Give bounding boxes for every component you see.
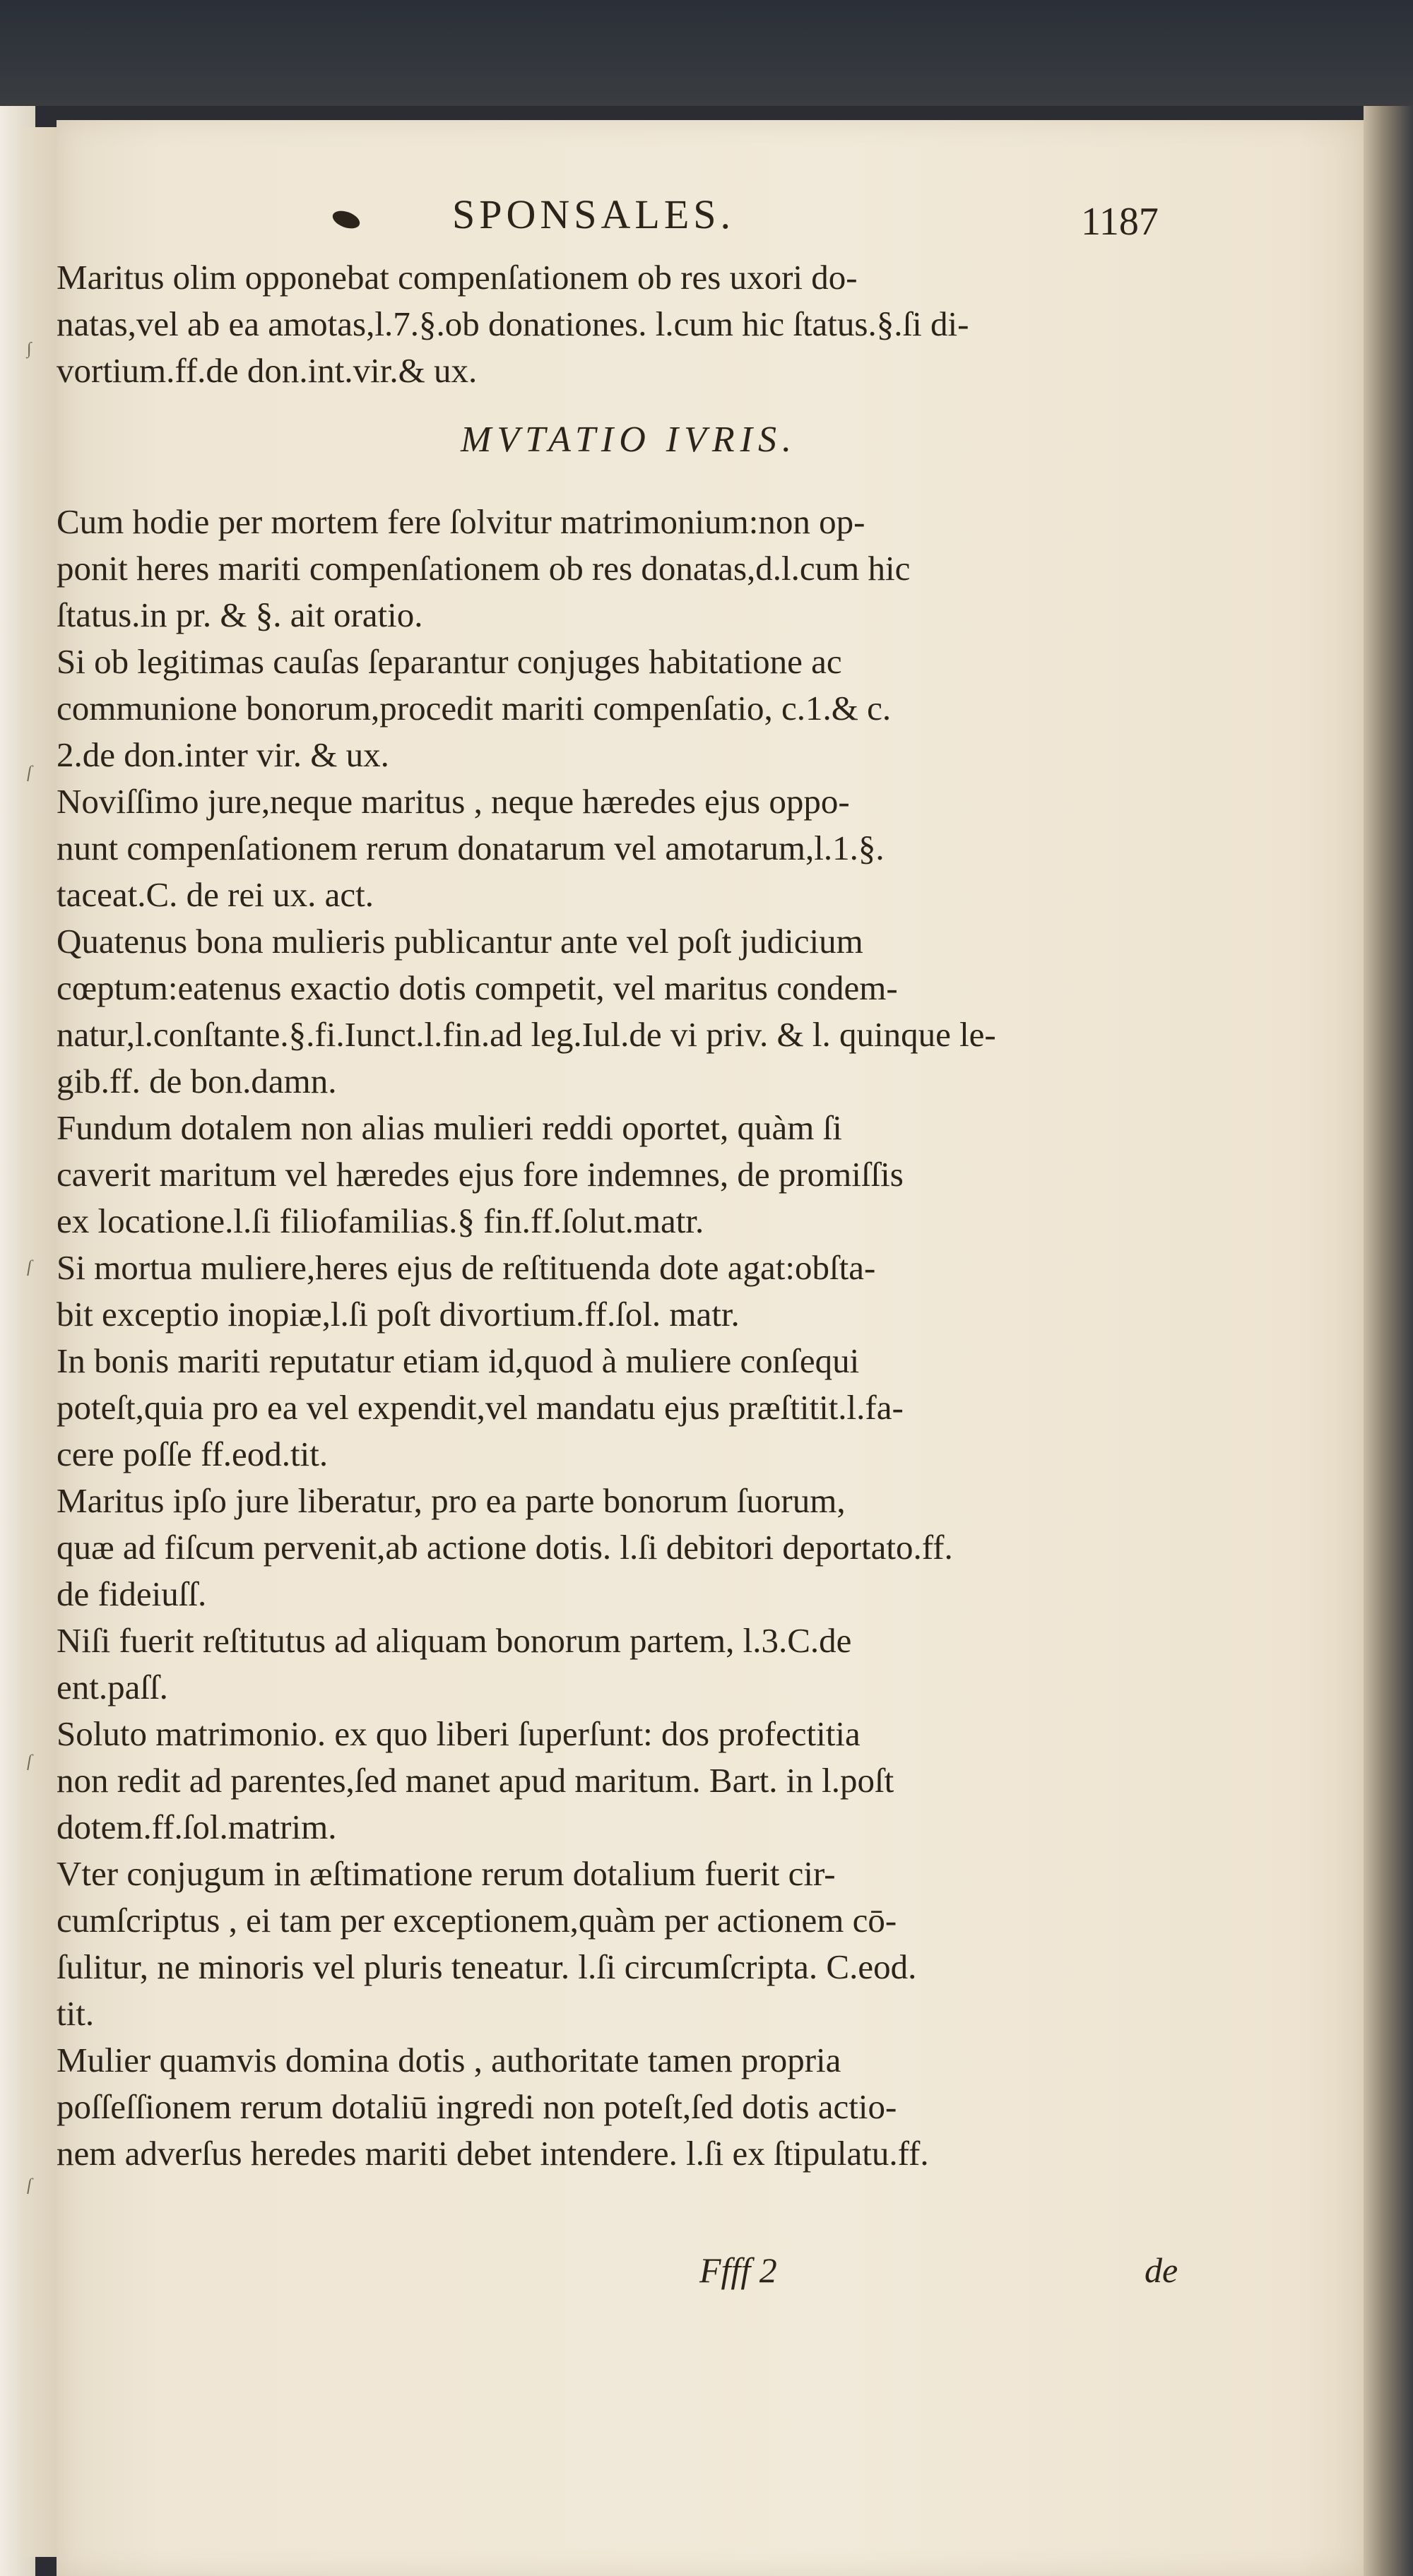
text-line: Cum hodie per mortem fere ſolvitur matrimonium:non op- (57, 502, 865, 541)
text-line: Quatenus bona mulieris publicantur ante vel poſt judicium (57, 922, 863, 961)
ornament-icon (330, 208, 362, 232)
facing-margin-fragment: ſ (27, 1258, 32, 1276)
text-line: taceat.C. de rei ux. act. (57, 875, 374, 914)
text-line: gib.ff. de bon.damn. (57, 1062, 337, 1100)
section-heading: MVTATIO IVRIS. (461, 420, 797, 460)
text-line: vortium.ff.de don.int.vir.& ux. (57, 351, 478, 390)
text-line: 2.de don.inter vir. & ux. (57, 735, 389, 774)
text-block (57, 254, 1201, 2177)
text-line: tit. (57, 1994, 95, 2033)
page-fore-edge-shadow (1364, 106, 1413, 2576)
text-line: ent.paſſ. (57, 1668, 168, 1707)
scanner-background-top (0, 0, 1413, 106)
facing-margin-fragment: ſ (27, 2176, 32, 2195)
text-line: Fundum dotalem non alias mulieri reddi oportet, quàm ſi (57, 1108, 842, 1147)
text-line: natas,vel ab ea amotas,l.7.§.ob donationes. l.cum hic ſtatus.§.ſi di- (57, 304, 969, 343)
text-line: Maritus ipſo jure liberatur, pro ea parte bonorum ſuorum, (57, 1481, 846, 1520)
text-line: nem adverſus heredes mariti debet intendere. l.ſi ex ſtipulatu.ff. (57, 2134, 929, 2173)
text-line: Soluto matrimonio. ex quo liberi ſuperſunt: dos profectitia (57, 1714, 861, 1753)
facing-margin-fragment: ſ (27, 1752, 32, 1771)
text-line: de fideiuſſ. (57, 1574, 207, 1613)
text-line: quæ ad fiſcum pervenit,ab actione dotis. l.ſi debitori deportato.ff. (57, 1528, 953, 1567)
text-line: Vter conjugum in æſtimatione rerum dotalium fuerit cir- (57, 1854, 836, 1893)
text-line: In bonis mariti reputatur etiam id,quod à muliere conſequi (57, 1341, 860, 1380)
text-line: caverit maritum vel hæredes ejus fore indemnes, de promiſſis (57, 1155, 904, 1194)
text-line: ponit heres mariti compenſationem ob res donatas,d.l.cum hic (57, 549, 911, 588)
signature-mark: Ffff 2 (699, 2250, 777, 2290)
facing-margin-fragment: ∫ (27, 340, 32, 358)
text-line: Si mortua muliere,heres ejus de reſtituenda dote agat:obſta- (57, 1248, 876, 1287)
text-line: poſſeſſionem rerum dotaliū ingredi non poteſt,ſed dotis actio- (57, 2087, 897, 2126)
facing-margin-fragment: ſ (27, 764, 32, 782)
running-title: SPONSALES. (452, 191, 735, 237)
text-line: bit exceptio inopiæ,l.ſi poſt divortium.ff.ſol. matr. (57, 1295, 740, 1334)
text-line: nunt compenſationem rerum donatarum vel amotarum,l.1.§. (57, 829, 885, 867)
page-header (0, 191, 1413, 254)
text-line: dotem.ff.ſol.matrim. (57, 1808, 337, 1846)
text-line: Mulier quamvis domina dotis , authoritate tamen propria (57, 2041, 841, 2079)
text-line: cumſcriptus , ei tam per exceptionem,quàm per actionem cō- (57, 1901, 897, 1940)
page-footer (0, 2250, 1413, 2299)
page-number: 1187 (1081, 200, 1159, 244)
text-line: cere poſſe ff.eod.tit. (57, 1435, 329, 1473)
text-line: Si ob legitimas cauſas ſeparantur conjuges habitatione ac (57, 642, 842, 681)
text-line: natur,l.conſtante.§.fi.Iunct.l.fin.ad leg.Iul.de vi priv. & l. quinque le- (57, 1015, 996, 1054)
text-line: non redit ad parentes,ſed manet apud maritum. Bart. in l.poſt (57, 1761, 894, 1800)
text-line: poteſt,quia pro ea vel expendit,vel mandatu ejus præſtitit.l.fa- (57, 1388, 904, 1427)
text-line: communione bonorum,procedit mariti compenſatio, c.1.& c. (57, 689, 892, 728)
text-line: cœptum:eatenus exactio dotis competit, vel maritus condem- (57, 968, 898, 1007)
catchword: de (1145, 2250, 1178, 2290)
text-line: ſulitur, ne minoris vel pluris teneatur. l.ſi circumſcripta. C.eod. (57, 1947, 917, 1986)
text-line: ex locatione.l.ſi filiofamilias.§ fin.ff.ſolut.matr. (57, 1201, 704, 1240)
text-line: Maritus olim opponebat compenſationem ob res uxori do- (57, 258, 858, 297)
text-line: Noviſſimo jure,neque maritus , neque hæredes ejus oppo- (57, 782, 850, 821)
text-line: Niſi fuerit reſtitutus ad aliquam bonorum partem, l.3.C.de (57, 1621, 852, 1660)
text-line: ſtatus.in pr. & §. ait oratio. (57, 595, 423, 634)
